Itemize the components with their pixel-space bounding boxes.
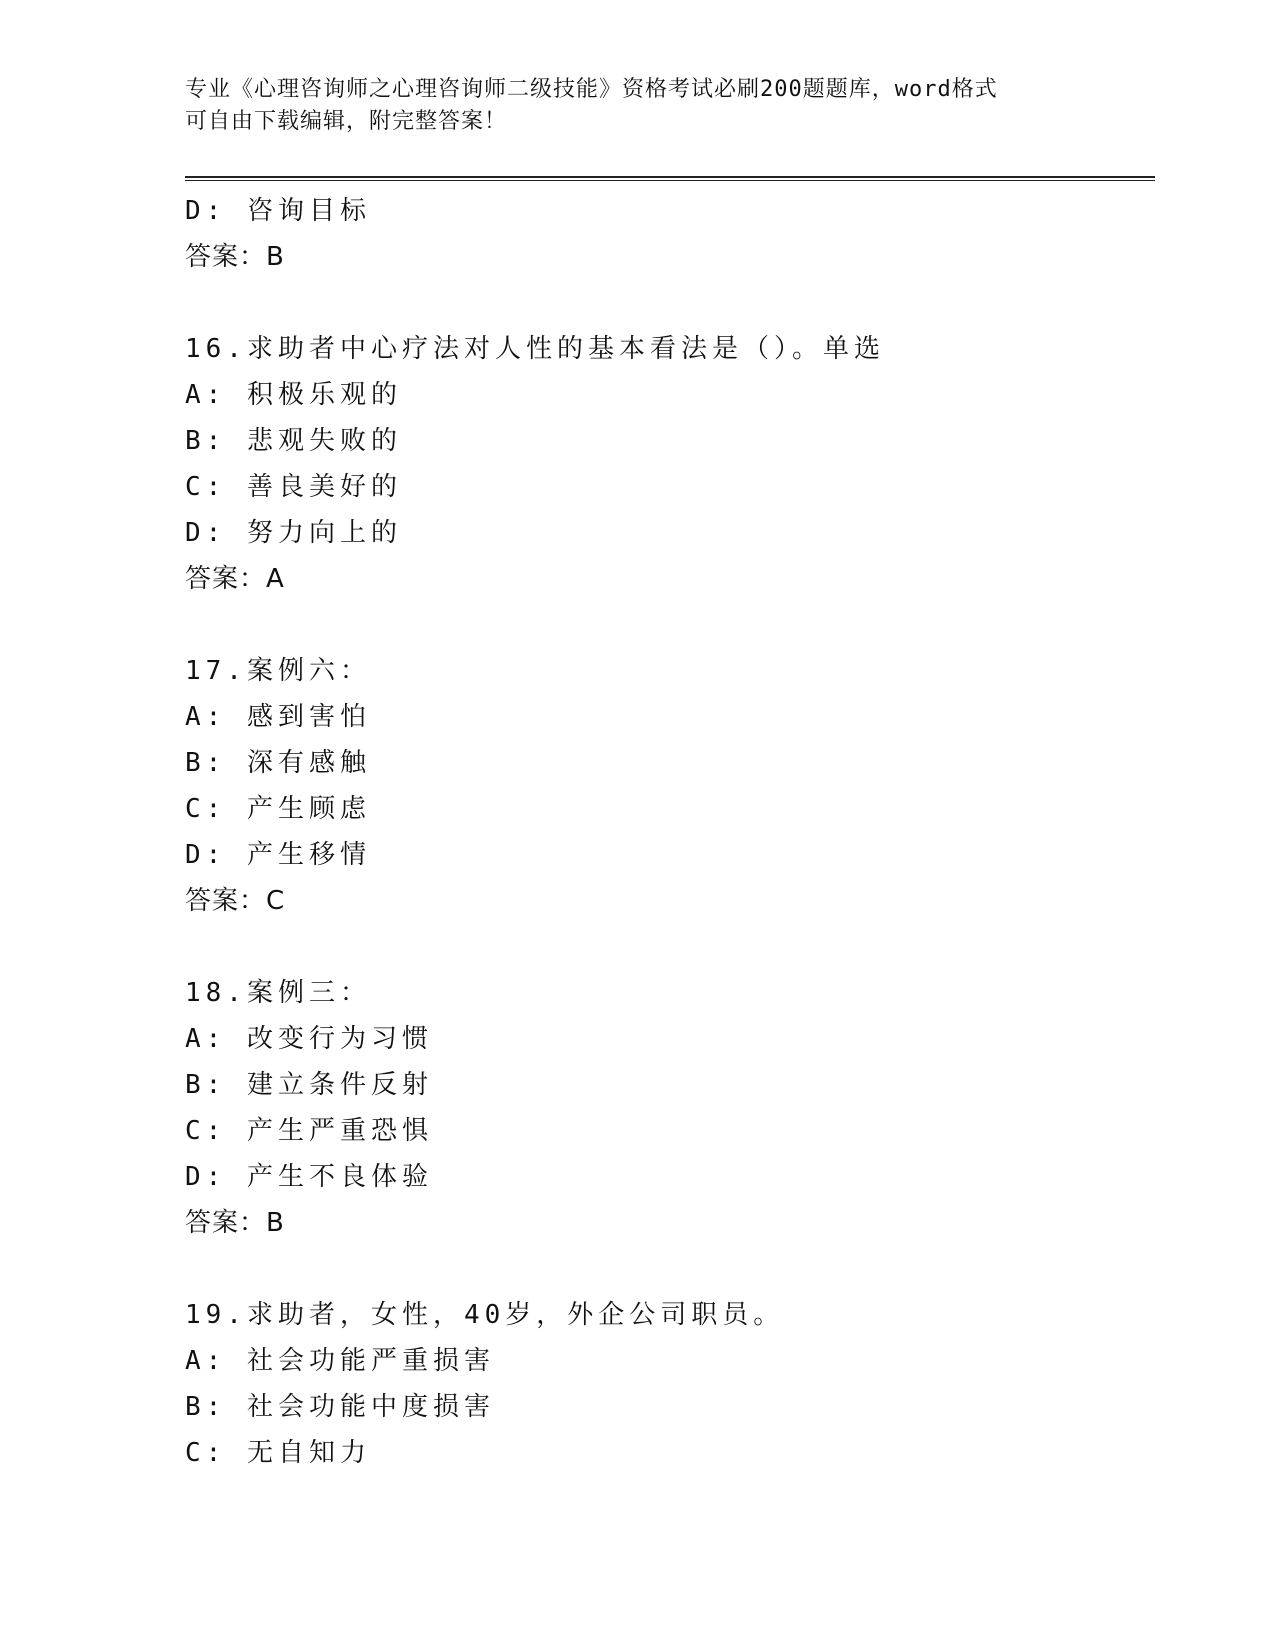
question-16-answer: 答案：A [185,564,285,594]
question-17-stem: 17.案例六： [185,656,371,686]
header-line-1: 专业《心理咨询师之心理咨询师二级技能》资格考试必刷200题题库，word格式 [185,77,998,102]
question-18-option-d: D: 产生不良体验 [185,1162,433,1192]
spacer [185,1246,1155,1292]
question-18-option-a: A: 改变行为习惯 [185,1024,433,1054]
spacer [185,924,1155,970]
document-header [185,74,1085,138]
spacer [185,280,1155,326]
header-line-2: 可自由下载编辑，附完整答案！ [185,109,508,134]
question-19-option-c: C: 无自知力 [185,1438,371,1468]
question-19-option-b: B: 社会功能中度损害 [185,1392,495,1422]
question-16-option-c: C: 善良美好的 [185,472,402,502]
question-16-stem: 16.求助者中心疗法对人性的基本看法是（）。单选 [185,334,885,364]
question-18-answer: 答案：B [185,1208,285,1238]
prev-answer: 答案：B [185,242,285,272]
question-17-option-a: A: 感到害怕 [185,702,371,732]
question-17-option-c: C: 产生顾虑 [185,794,371,824]
question-16-option-a: A: 积极乐观的 [185,380,402,410]
question-17-option-d: D: 产生移情 [185,840,371,870]
prev-option-d: D: 咨询目标 [185,196,371,226]
question-19-stem: 19.求助者，女性，40岁，外企公司职员。 [185,1300,785,1330]
question-18-option-c: C: 产生严重恐惧 [185,1116,433,1146]
header-divider [185,176,1155,181]
question-19-option-a: A: 社会功能严重损害 [185,1346,495,1376]
question-18-stem: 18.案例三： [185,978,371,1008]
question-16-option-b: B: 悲观失败的 [185,426,402,456]
spacer [185,602,1155,648]
question-list [185,188,1155,1476]
question-18-option-b: B: 建立条件反射 [185,1070,433,1100]
question-16-option-d: D: 努力向上的 [185,518,402,548]
question-17-answer: 答案：C [185,886,286,916]
question-17-option-b: B: 深有感触 [185,748,371,778]
